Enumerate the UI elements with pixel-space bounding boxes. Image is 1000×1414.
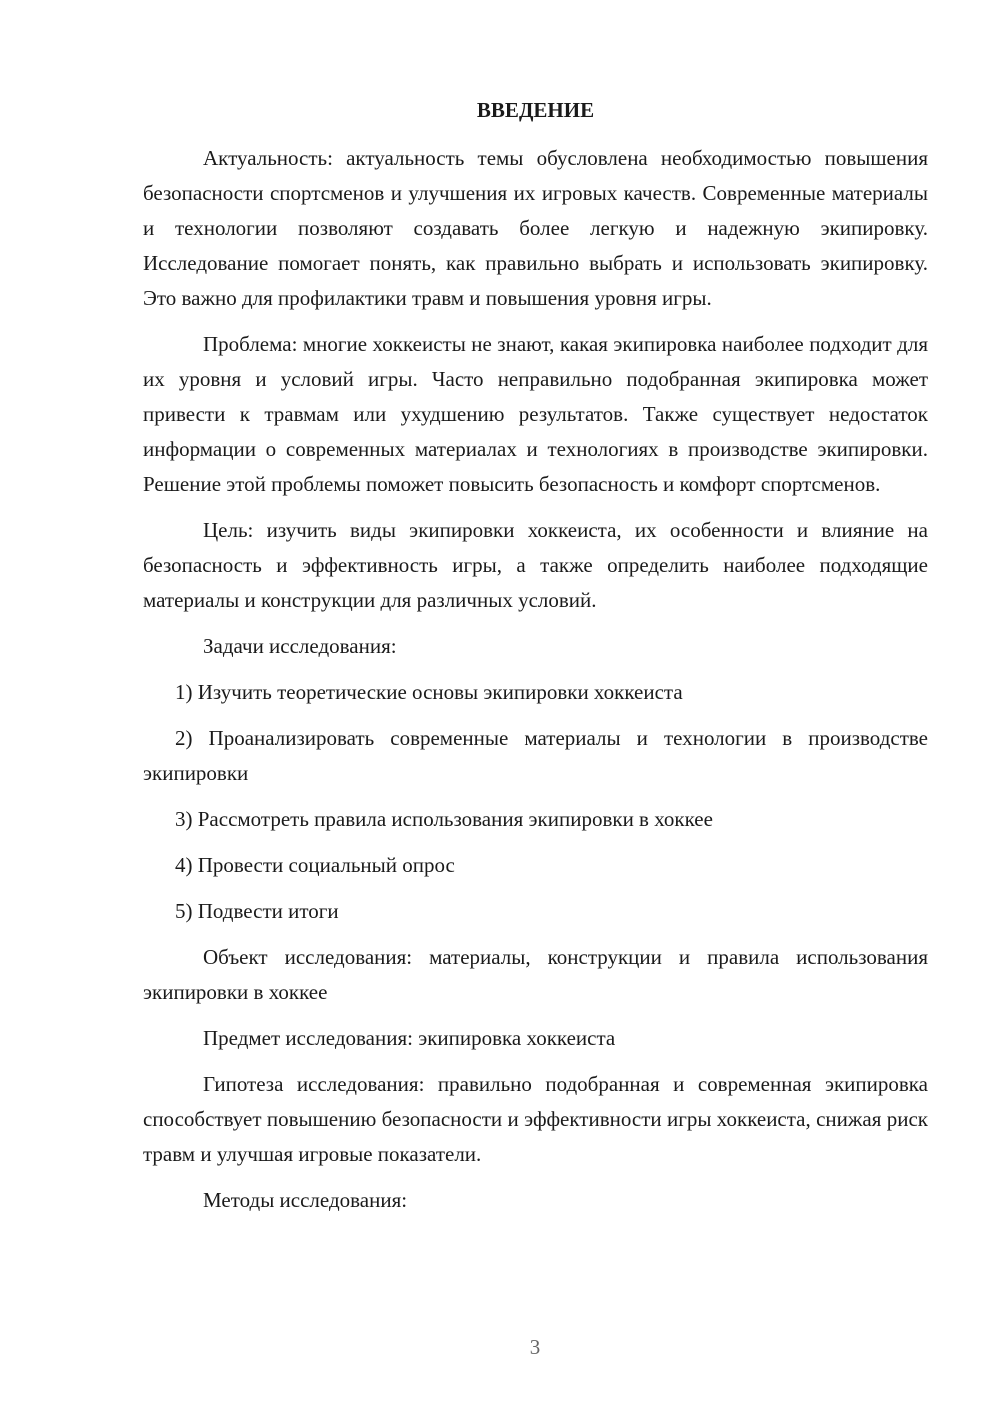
paragraph-relevance: Актуальность: актуальность темы обусловлена необходимостью повышения безопасности спортсменов и улучшения их игровых качеств. Современные материалы и технологии позволяют создавать более легкую и надежную экипировку. Исследование помогает понять, как правильно выбрать и использовать экипировку. Это важно для профилактики травм и повышения уровня игры. bbox=[143, 146, 928, 310]
list-item: 2) Проанализировать современные материалы и технологии в производстве экипировки bbox=[143, 726, 928, 785]
methods-heading: Методы исследования: bbox=[203, 1188, 408, 1212]
paragraph-subject: Предмет исследования: экипировка хоккеиста bbox=[203, 1026, 616, 1050]
tasks-heading: Задачи исследования: bbox=[203, 634, 397, 658]
page-number: 3 bbox=[529, 1335, 541, 1359]
list-item: 3) Рассмотреть правила использования экипировки в хоккее bbox=[175, 807, 713, 831]
list-item: 4) Провести социальный опрос bbox=[175, 853, 455, 877]
document-body bbox=[143, 93, 928, 1229]
tasks-list bbox=[143, 675, 928, 929]
paragraph-goal: Цель: изучить виды экипировки хоккеиста, их особенности и влияние на безопасность и эффективность игры, а также определить наиболее подходящие материалы и конструкции для различных условий. bbox=[143, 518, 928, 612]
list-item: 5) Подвести итоги bbox=[175, 899, 339, 923]
paragraph-problem: Проблема: многие хоккеисты не знают, какая экипировка наиболее подходит для их уровня и условий игры. Часто неправильно подобранная экипировка может привести к травмам или ухудшению результатов. Также существует недостаток информации о современных материалах и технологиях в производстве экипировки. Решение этой проблемы поможет повысить безопасность и комфорт спортсменов. bbox=[143, 332, 928, 496]
paragraph-object: Объект исследования: материалы, конструкции и правила использования экипировки в хоккее bbox=[143, 945, 928, 1004]
paragraph-hypothesis: Гипотеза исследования: правильно подобранная и современная экипировка способствует повышению безопасности и эффективности игры хоккеиста, снижая риск травм и улучшая игровые показатели. bbox=[143, 1072, 928, 1166]
section-title: ВВЕДЕНИЕ bbox=[476, 98, 595, 122]
list-item: 1) Изучить теоретические основы экипировки хоккеиста bbox=[175, 680, 683, 704]
